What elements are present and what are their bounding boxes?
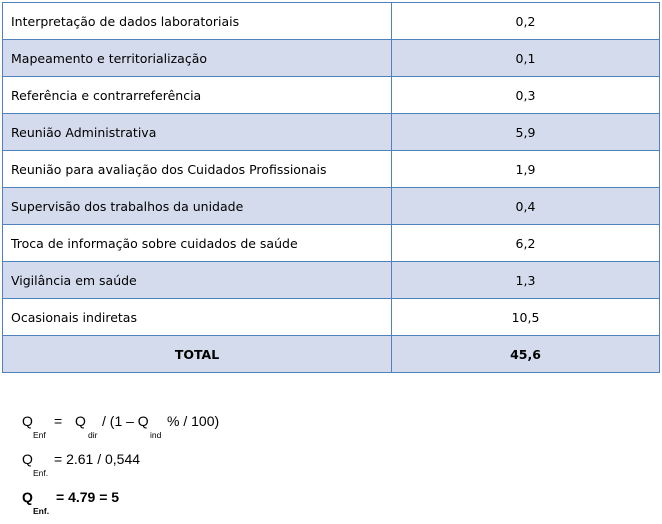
table-row bbox=[3, 262, 660, 299]
formula-symbol-q-enf: Q bbox=[22, 489, 33, 505]
formula-symbol-q-enf: Q bbox=[22, 413, 33, 429]
formula-equals: = bbox=[54, 413, 63, 429]
table-row bbox=[3, 3, 660, 40]
activity-value: 1,3 bbox=[392, 262, 660, 299]
formula-subscript-enf: Enf. bbox=[33, 506, 50, 516]
formula-symbol-q-dir: Q bbox=[75, 413, 86, 429]
formula-symbol-q-enf: Q bbox=[22, 451, 33, 467]
formula-subscript-enf: Enf. bbox=[33, 468, 49, 478]
activity-value: 0,3 bbox=[392, 77, 660, 114]
activity-name: Supervisão dos trabalhos da unidade bbox=[3, 188, 392, 225]
table-row bbox=[3, 114, 660, 151]
formula-result: = 4.79 = 5 bbox=[56, 489, 120, 505]
activity-value: 0,2 bbox=[392, 3, 660, 40]
table-row bbox=[3, 225, 660, 262]
activity-name: Reunião para avaliação dos Cuidados Profissionais bbox=[3, 151, 392, 188]
activity-time-table bbox=[2, 2, 660, 373]
activity-value: 10,5 bbox=[392, 299, 660, 336]
formula-percent-term: % / 100) bbox=[167, 413, 220, 429]
activity-value: 1,9 bbox=[392, 151, 660, 188]
total-value: 45,6 bbox=[392, 336, 660, 373]
activity-name: Referência e contrarreferência bbox=[3, 77, 392, 114]
formula-denominator: / (1 – Q bbox=[102, 413, 149, 429]
table-row bbox=[3, 151, 660, 188]
activity-value: 0,1 bbox=[392, 40, 660, 77]
activity-name: Interpretação de dados laboratoriais bbox=[3, 3, 392, 40]
activity-value: 0,4 bbox=[392, 188, 660, 225]
table-row bbox=[3, 40, 660, 77]
activity-name: Ocasionais indiretas bbox=[3, 299, 392, 336]
activity-name: Reunião Administrativa bbox=[3, 114, 392, 151]
activity-value: 5,9 bbox=[392, 114, 660, 151]
formula-subscript-enf: Enf bbox=[33, 430, 46, 440]
formula-subscript-dir: dir bbox=[88, 430, 98, 440]
activity-name: Troca de informação sobre cuidados de saúde bbox=[3, 225, 392, 262]
total-label: TOTAL bbox=[3, 336, 392, 373]
table-row bbox=[3, 299, 660, 336]
formula-substitution: = 2.61 / 0,544 bbox=[54, 451, 141, 467]
total-row bbox=[3, 336, 660, 373]
table-row bbox=[3, 77, 660, 114]
table-row bbox=[3, 188, 660, 225]
activity-name: Vigilância em saúde bbox=[3, 262, 392, 299]
formula-subscript-ind: ind bbox=[150, 430, 162, 440]
activity-name: Mapeamento e territorialização bbox=[3, 40, 392, 77]
activity-value: 6,2 bbox=[392, 225, 660, 262]
